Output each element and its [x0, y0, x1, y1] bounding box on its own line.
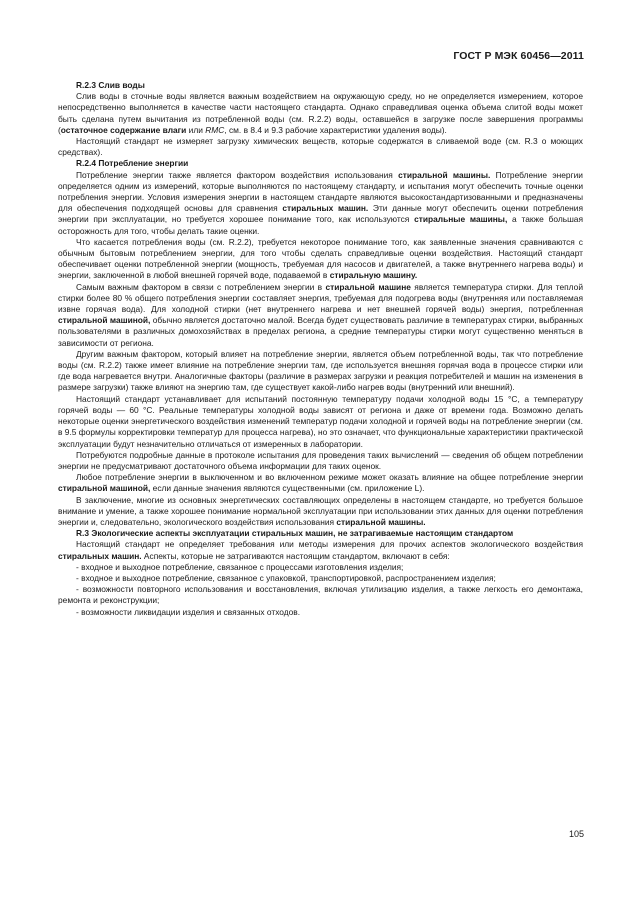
section-title-r3: R.3 Экологические аспекты эксплуатации стиральных машин, не затрагиваемые настоящим стандартом	[76, 528, 514, 539]
paragraph-r24-2: Что касается потребления воды (см. R.2.2), требуется некоторое понимание того, как заявленные значения сравниваются с обычным бытовым потреблением энергии, для того чтобы сделать справедливые оценки воздействия. Настоящий стандарт обеспечивает оценки потребленной энергии (мощность, требуемая для насосов и двигателей, а также внутреннего нагрева воды) и энергии, заключенной в любой внешней горячей воде, подаваемой в стиральную машину.	[58, 236, 583, 281]
page-content	[58, 80, 583, 618]
paragraph-r24-7: Любое потребление энергии в выключенном и во включенном режиме может оказать влияние на общее потребление энергии стиральной машиной, если данные значения являются существенными (см. приложение L).	[58, 472, 583, 494]
section-title-r24: R.2.4 Потребление энергии	[76, 158, 189, 169]
page-number: 105	[568, 829, 584, 839]
paragraph-r24-5: Настоящий стандарт устанавливает для испытаний постоянную температуру подачи холодной воды 15 °С, а температуру горячей воды — 60 °С. Реальные температуры холодной воды зависят от региона и даже от времени года. Возможно делать некоторые оценки энергетического воздействия изменений температур подачи холодной и горячей воды на потребление энергии (см. в 9.5 формулы корректировки температур для процесса нагрева), но это означает, что функциональные характеристики практической эксплуатации будут незначительно отличаться от измеренных в лаборатории.	[58, 393, 583, 449]
paragraph-r24-8: В заключение, многие из основных энергетических составляющих определены в настоящем стандарте, но требуется большое внимание и умение, а также хорошее понимание нормальной эксплуатации при использовании этих данных для оценки потребления энергии и, следовательно, экологического воздействия использования стиральной машины.	[58, 494, 583, 527]
list-item: - входное и выходное потребление, связанное с процессами изготовления изделия;	[76, 561, 404, 572]
paragraph-r23-2: Настоящий стандарт не измеряет загрузку химических веществ, которые содержатся в сливаемой воде (см. R.3 о моющих средствах).	[58, 136, 583, 158]
paragraph-r24-3: Самым важным фактором в связи с потреблением энергии в стиральной машине является температура стирки. Для теплой стирки более 80 % общего потребления энергии составляет энергия, требуемая для подогрева воды (внутренняя или поставляемая извне горячая вода). Для холодной стирки (нет внутреннего нагрева и нет внешней горячей воды) энергия, потребленная стиральной машиной, обычно является достаточно малой. Всегда будет существовать различие в температурах стирки, выбранных пользователями в различных домохозяйствах в пределах региона, а средние температуры стирки могут существенно меняться в зависимости от региона.	[58, 281, 583, 348]
list-item: - возможности повторного использования и восстановления, включая утилизацию изделия, а также легкость его демонтажа, ремонта и реконструкции;	[58, 584, 583, 606]
list-item: - возможности ликвидации изделия и связанных отходов.	[76, 606, 301, 617]
paragraph-r24-6: Потребуются подробные данные в протоколе испытания для проведения таких вычислений — сведения об общем потреблении энергии не предусматривают достаточного объема информации для таких оценок.	[58, 449, 583, 471]
list-item: - входное и выходное потребление, связанное с упаковкой, транспортировкой, распространением изделия;	[76, 572, 496, 583]
section-title-r23: R.2.3 Слив воды	[76, 80, 145, 90]
paragraph-r24-1: Потребление энергии также является фактором воздействия использования стиральной машины. Потребление энергии определяется одним из измерений, которые выполняются по настоящему стандарту, и испытания могут обеспечить точные оценки потребления энергии. Условия измерения энергии в настоящем стандарте являются высокостандартизованными и предназначены для обеспечения подходящей основы для сравнения стиральных машин. Эти данные могут обеспечить оценки потребления энергии при эксплуатации, но требуется хорошее понимание того, как используются стиральные машины, а также большая осторожность для того, чтобы делать такие оценки.	[58, 169, 583, 236]
paragraph-r24-4: Другим важным фактором, который влияет на потребление энергии, является объем потребленной воды, так что потребление воды (см. R.2.2) также имеет влияние на потребление энергии там, где используется внешняя горячая вода в процессе стирки или где вода нагревается внутри. Аналогичные факторы (различие в размерах загрузки и реакция потребителей и машин на изменения в размере загрузки) также влияют на энергию там, где существует какой-либо нагрев воды (внутренний или внешний).	[58, 348, 583, 393]
paragraph-r3-1: Настоящий стандарт не определяет требования или методы измерения для прочих аспектов экологического воздействия стиральных машин. Аспекты, которые не затрагиваются настоящим стандартом, включают в себя:	[58, 539, 583, 561]
paragraph-r23-1: Слив воды в сточные воды является важным воздействием на окружающую среду, но не определяется измерением, которое непосредственно выполняется в качестве части настоящего стандарта. Однако справедливая оценка объема слитой воды может быть сделана путем вычитания из потребленной воды (см. R.2.2) воды, оставшейся в загрузке после завершения программы (остаточное содержание влаги или RMC, см. в 8.4 и 9.3 рабочие характеристики удаления воды).	[58, 91, 583, 135]
standard-header: ГОСТ Р МЭК 60456—2011	[453, 50, 584, 62]
